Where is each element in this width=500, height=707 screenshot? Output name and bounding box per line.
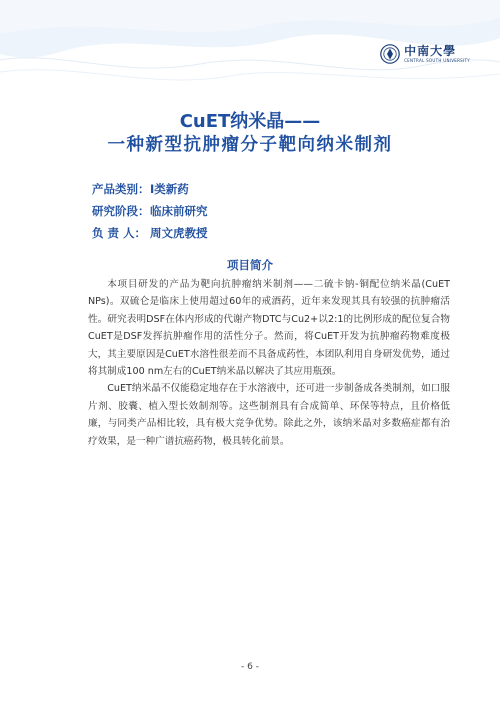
paragraph: CuET纳米晶不仅能稳定地存在于水溶液中，还可进一步制备成各类制剂，如口服片剂、胶囊、植入型长效制剂等。这些制剂具有合成简单、环保等特点，且价格低廉，与同类产品相比较，具有极大竞争优势。除此之外，该纳米晶对多数癌症都有治疗效果，是一种广谱抗癌药物，极具转化前景。 (88, 383, 450, 447)
page-title-line-2: 一种新型抗肿瘤分子靶向纳米制剂 (107, 135, 393, 155)
page-number: - 6 - (241, 662, 259, 672)
meta-row-leader (92, 222, 208, 244)
logo-chinese-name: 中南大學 (404, 44, 457, 58)
project-introduction (88, 276, 450, 450)
university-seal-icon (380, 44, 400, 64)
university-logo (380, 44, 470, 64)
meta-label: 产品类别： (92, 182, 150, 196)
meta-label: 负 责 人： (92, 226, 147, 240)
meta-value: 周文虎教授 (150, 226, 208, 240)
page-title-line-1: CuET纳米晶—— (179, 111, 321, 132)
paragraph: 本项目研发的产品为靶向抗肿瘤纳米制剂——二硫卡钠-铜配位纳米晶(CuET NPs)。双硫仑是临床上使用超过60年的戒酒药，近年来发现其具有较强的抗肿瘤活性。研究表明DSF在体内形成的代谢产物DTC与Cu2+以2:1的比例形成的配位复合物CuET是DSF发挥抗肿瘤作用的活性分子。然而，将CuET开发为抗肿瘤药物难度极大，其主要原因是CuET水溶性很差而不具备成药性，本团队利用自身研发优势，通过将其制成100 nm左右的CuET纳米晶以解决了其应用瓶颈。 (88, 279, 450, 378)
meta-row-category (92, 178, 208, 200)
logo-english-name: CENTRAL SOUTH UNIVERSITY (404, 58, 470, 63)
meta-row-stage (92, 200, 208, 222)
project-meta (92, 178, 208, 244)
section-heading: 项目简介 (227, 258, 273, 272)
meta-value: 临床前研究 (150, 204, 208, 218)
meta-label: 研究阶段： (92, 204, 150, 218)
meta-value: Ⅰ类新药 (150, 182, 189, 196)
